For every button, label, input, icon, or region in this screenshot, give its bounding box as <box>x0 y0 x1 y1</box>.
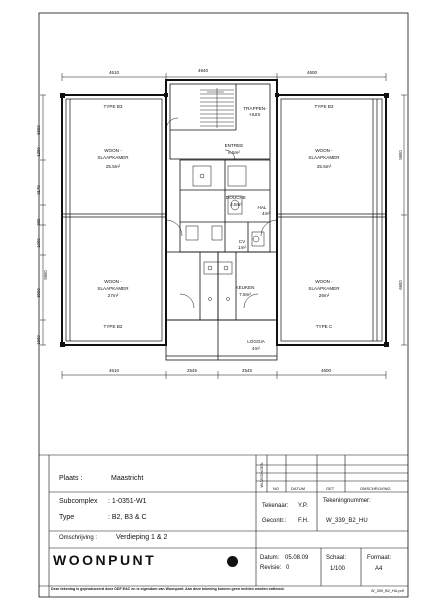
col-get: GET <box>326 486 335 491</box>
inner-walls <box>62 99 386 341</box>
disclaimer: Deze tekening is geproduceerd door ODF E&C en is eigendom van Woonpunt. Aan deze tekening kunnen geen rechten worden ontleend. <box>51 587 285 591</box>
label-woon-bottom-right: WOON - <box>315 279 333 284</box>
label-area-top-left: 25.5m² <box>105 164 121 169</box>
label-loggia: LOGGIA <box>247 339 265 344</box>
tekenaar-value: Y.P. <box>298 503 308 509</box>
formaat-label: Formaat: <box>367 555 392 561</box>
schaal-label: Schaal: <box>326 555 347 561</box>
label-type-top-right: TYPE B3 <box>314 104 334 109</box>
dim-top-3: 4600 <box>306 70 318 75</box>
filename: W_339_B2_HU.pdf <box>371 589 404 593</box>
tekeningnummer-label: Tekeningnummer: <box>323 498 371 504</box>
revisie-value: 0 <box>286 565 290 571</box>
label-cv: CV <box>238 239 246 244</box>
dim-left-6: 5900 <box>43 270 48 280</box>
dim-top-2: 4940 <box>197 68 209 73</box>
label-woon-bottom-left: WOON - <box>104 279 122 284</box>
col-no: NO <box>273 486 279 491</box>
dim-right-1: 5900 <box>398 150 403 160</box>
label-slaapkamer-bottom-right: SLAAPKAMER <box>308 286 340 291</box>
formaat-value: A4 <box>375 566 383 572</box>
label-douche: DOUCHE <box>226 195 246 200</box>
col-omschrijving: OMSCHRIJVING <box>360 486 391 491</box>
datum-label: Datum: <box>260 555 280 561</box>
dim-left-2: 1200 <box>36 147 41 157</box>
logo-dot-icon <box>227 556 238 567</box>
label-slaapkamer-top-right: SLAAPKAMER <box>308 155 340 160</box>
label-slaapkamer-bottom-left: SLAAPKAMER <box>97 286 129 291</box>
label-hal-area: 4m² <box>262 211 270 216</box>
label-entree: ENTREE <box>224 143 244 148</box>
omschrijving-value: Verdieping 1 & 2 <box>116 534 168 541</box>
col-datum: DATUM <box>291 486 305 491</box>
label-area-top-right: 25.5m² <box>316 164 332 169</box>
tekenaar-label: Tekenaar: <box>262 503 289 509</box>
label-loggia-area: 4m² <box>252 346 260 351</box>
label-cv-area: 1m² <box>238 245 246 250</box>
plaats-label: Plaats : <box>59 475 83 482</box>
label-type-top-left: TYPE B3 <box>103 104 123 109</box>
type-label: Type <box>59 514 75 521</box>
dim-left-7: 3000 <box>36 288 41 298</box>
tekeningnummer-value: W_339_B2_HU <box>326 518 368 524</box>
title-block-frame <box>39 455 408 597</box>
label-woon-top-left: WOON - <box>104 148 122 153</box>
label-slaapkamer-top-left: SLAAPKAMER <box>97 155 129 160</box>
stair-core <box>170 84 270 159</box>
label-type-bottom-right: TYPE C <box>315 324 333 329</box>
label-keuken: KEUKEN <box>235 285 255 290</box>
dim-bottom-2: 2545 <box>186 368 198 373</box>
revisie-label: Revisie: <box>260 565 282 571</box>
dims-left-group <box>36 125 48 345</box>
fixtures <box>166 118 277 308</box>
label-trappenhuis-1: TRAPPEN- <box>243 106 267 111</box>
dim-bottom-3: 2545 <box>241 368 253 373</box>
label-type-bottom-left: TYPE B2 <box>103 324 123 329</box>
omschrijving-label: Omschrijving : <box>59 535 98 541</box>
dim-bottom-4: 4600 <box>320 368 332 373</box>
corner-posts <box>60 93 389 347</box>
dim-left-1: 5900 <box>36 125 41 135</box>
dim-right-2: 6900 <box>398 280 403 290</box>
outer-walls <box>62 80 386 345</box>
label-area-bottom-right: 28m² <box>318 293 330 298</box>
woonpunt-logo: WOONPUNT <box>53 552 157 568</box>
label-keuken-area: 7.5m² <box>239 292 251 297</box>
dim-left-3: 2170 <box>36 185 41 195</box>
dim-top-1: 4610 <box>108 70 120 75</box>
dim-left-4: 900 <box>36 218 41 226</box>
label-area-bottom-left: 27m² <box>107 293 119 298</box>
wijzigingen-label: WIJZIGINGEN <box>260 462 264 488</box>
dimension-line-right <box>401 95 407 345</box>
dim-left-5: 1000 <box>36 238 41 248</box>
label-hal: HAL <box>257 205 267 210</box>
datum-value: 05.08.09 <box>285 555 309 561</box>
gecontr-value: F.H. <box>298 518 309 524</box>
label-woon-top-right: WOON - <box>315 148 333 153</box>
schaal-value: 1/100 <box>330 566 346 572</box>
gecontr-label: Gecontr.: <box>262 518 287 524</box>
room-labels <box>97 104 340 351</box>
subcomplex-value: : 1-0351-W1 <box>108 498 147 505</box>
stair-treads <box>200 88 234 128</box>
label-entree-area: 6.5m² <box>228 150 240 155</box>
dim-left-8: 1600 <box>36 335 41 345</box>
label-douche-area: 2.5m² <box>230 202 242 207</box>
plaats-value: Maastricht <box>111 475 144 482</box>
subcomplex-label: Subcomplex <box>59 498 98 505</box>
label-trappenhuis-2: HUIS <box>249 112 261 117</box>
type-value: : B2, B3 & C <box>108 514 147 521</box>
sheet-border <box>39 13 408 597</box>
dim-bottom-1: 4610 <box>108 368 120 373</box>
